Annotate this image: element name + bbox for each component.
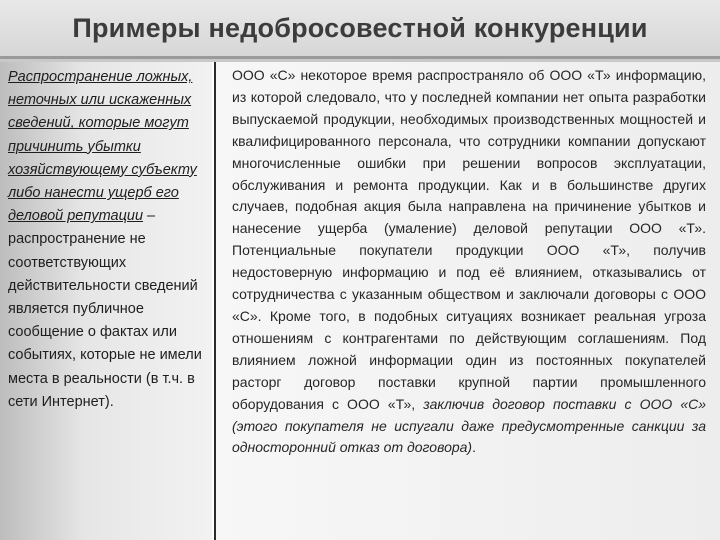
definition-term: Распространение ложных, неточных или искаженных сведений, которые могут причинить убытки хозяйствующему субъекту либо нанести ущерб его деловой репутации (8, 69, 197, 225)
example-text: ООО «С» некоторое время распространяло об ООО «Т» информацию, из которой следовало, что у последней компании нет опыта разработки выпускаемой продукции, необходимых производственных мощностей и квалифицированного персонала, что сотрудники компании допускают многочисленные ошибки при решении вопросов эксплуатации, обслуживания и ремонта продукции. Как и в большинстве других случаев, подобная акция была направлена на причинение убытков и нанесение ущерба (умаление) деловой репутации ООО «Т». Потенциальные покупатели продукции ООО «Т», получив недостоверную информацию и под её влиянием, отказывались от сотрудничества с указанным обществом и заключали договоры с ООО «С». Кроме того, в подобных ситуациях возникает реальная угроза отношениям с контрагентами по действующим соглашениям. Под влиянием ложной информации один из постоянных покупателей расторг договор поставки крупной партии промышленного оборудования с ООО «Т», (232, 67, 706, 412)
definition-dash: – (143, 208, 156, 225)
definition-block (8, 66, 208, 414)
example-paragraph (232, 65, 706, 459)
example-text-end: . (472, 439, 476, 456)
slide-title: Примеры недобросовестной конкуренции (72, 13, 648, 43)
definition-explanation: распространение не соответствующих действительности сведений является публичное сообщение о фактах или событиях, которые не имели места в реальности (в т.ч. в сети Интернет). (8, 231, 202, 410)
example-text-italic: заключив договор поставки с ООО «С» (этого покупателя не испугали даже предусмотренные санкции за односторонний отказ от договора) (232, 395, 706, 456)
